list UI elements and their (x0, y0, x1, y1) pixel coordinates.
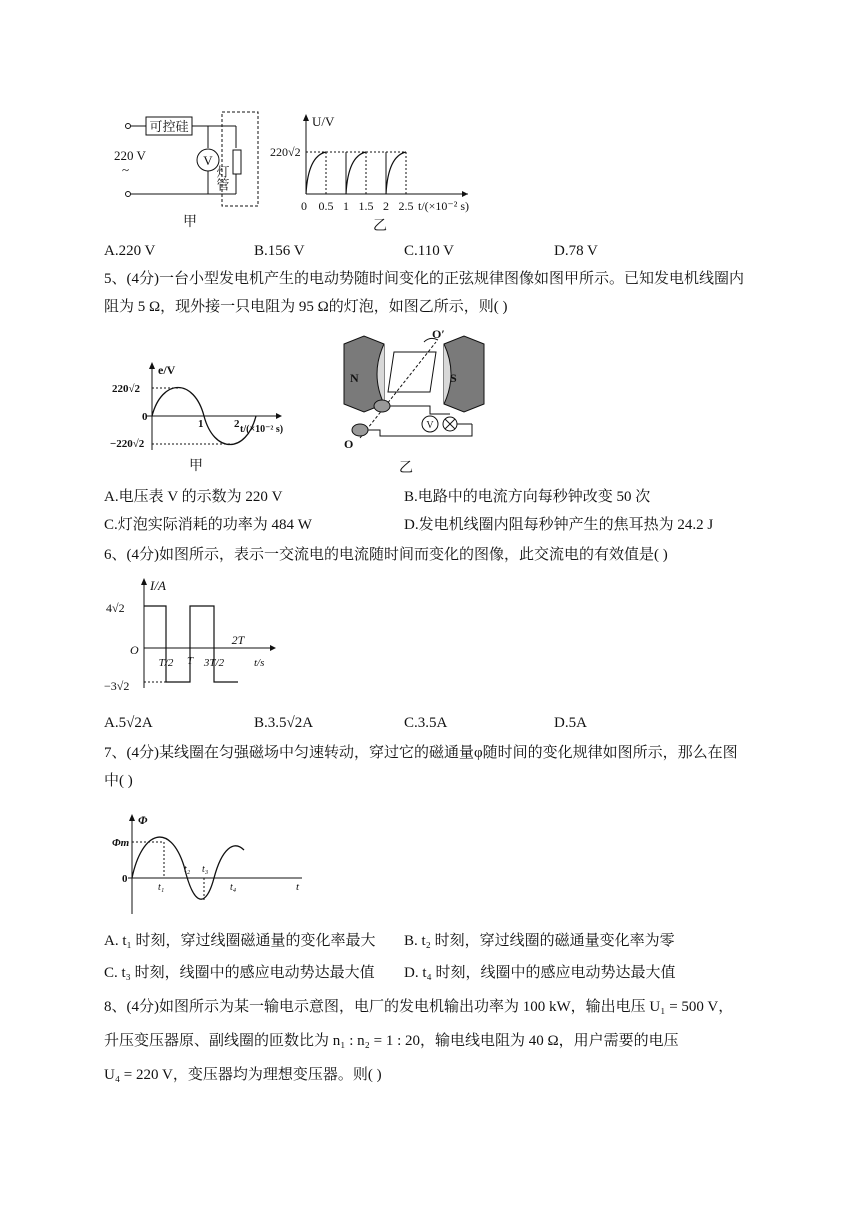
q7-peak-label: Φm (112, 837, 130, 849)
q5-stem-line1: 5、(4分)一台小型发电机产生的电动势随时间变化的正弦规律图像如图甲所示。已知发电机线圈内 (104, 271, 744, 287)
q7-stem-line2: 中( ) (104, 773, 133, 789)
q6-y-axis-label: I/A (150, 578, 166, 593)
source-voltage-label: 220 V (114, 148, 146, 163)
q7-option-c[interactable]: C. t₃ 时刻，线圈中的感应电动势达最大值 (104, 965, 375, 981)
q5-emf-graph (110, 360, 310, 476)
label-o-bottom: O (344, 437, 354, 451)
q4-tick-4: 2 (383, 199, 389, 213)
q5-tick1: 1 (198, 418, 204, 430)
q5-origin: 0 (142, 411, 148, 423)
q6-origin: O (130, 643, 139, 657)
q6-option-d[interactable]: D.5A (554, 715, 587, 731)
q7-x-axis-label: t (296, 881, 300, 893)
q4-option-b[interactable]: B.156 V (254, 243, 305, 259)
q4-x-axis-label: t/(×10⁻² s) (418, 199, 470, 213)
q5-peak-neg: −220√2 (110, 438, 145, 450)
q6-neg-label: −3√2 (104, 679, 130, 693)
q4-tick-0: 0 (301, 199, 307, 213)
q4-caption-jia: 甲 (183, 215, 197, 230)
q4-circuit-figure (110, 108, 280, 230)
q5-stem-line2: 阻为 5 Ω，现外接一只电阻为 95 Ω的灯泡，如图乙所示，则( ) (104, 299, 508, 315)
q5-caption-yi: 乙 (399, 461, 413, 476)
q8-stem-line2: 升压变压器原、副线圈的匝数比为 n₁ : n₂ = 1 : 20，输电线电阻为 40 Ω，用户需要的电压 (104, 1033, 679, 1049)
q4-meter-label: V (203, 153, 213, 168)
q6-t-full: T (186, 655, 194, 667)
q5-generator-figure (340, 322, 490, 478)
q6-x-axis-label: t/s (254, 657, 265, 669)
q5-caption-jia: 甲 (189, 459, 203, 474)
q4-tick-1: 0.5 (318, 199, 334, 213)
label-o-top: O′ (432, 327, 445, 341)
q6-current-graph (104, 576, 284, 694)
q4-option-a[interactable]: A.220 V (104, 243, 156, 259)
q5-option-d[interactable]: D.发电机线圈内阻每秒钟产生的焦耳热为 24.2 J (404, 517, 714, 533)
pole-s-label: S (450, 371, 457, 385)
q4-option-d[interactable]: D.78 V (554, 243, 598, 259)
q4-tick-3: 1.5 (358, 199, 374, 213)
q5-option-a[interactable]: A.电压表 V 的示数为 220 V (104, 489, 283, 505)
q5-meter-label: V (426, 420, 434, 431)
q6-option-b[interactable]: B.3.5√2A (254, 715, 314, 731)
q8-stem-line3: U₄ = 220 V，变压器均为理想变压器。则( ) (104, 1067, 382, 1083)
q5-tick2: 2 (234, 418, 240, 430)
q7-t2: t₂ (184, 864, 191, 875)
scr-label: 可控硅 (149, 119, 189, 134)
q8-stem-line1: 8、(4分)如图所示为某一输电示意图，电厂的发电机输出功率为 100 kW，输出电压 U₁ = 500 V， (104, 999, 734, 1015)
q7-origin: 0 (122, 873, 128, 885)
lamp-label: 灯管 (214, 165, 230, 191)
q7-t4: t₄ (230, 882, 237, 893)
q4-caption-yi: 乙 (373, 219, 387, 234)
q6-pos-label: 4√2 (106, 601, 125, 615)
q6-option-c[interactable]: C.3.5A (404, 715, 448, 731)
pole-n-label: N (350, 371, 359, 385)
q7-option-b[interactable]: B. t₂ 时刻，穿过线圈的磁通量变化率为零 (404, 933, 675, 949)
q4-voltage-graph (268, 110, 478, 234)
q6-t-half: T/2 (158, 657, 174, 669)
q5-peak-pos: 220√2 (112, 383, 141, 395)
q4-tick-2: 1 (343, 199, 349, 213)
ac-symbol: ~ (122, 162, 130, 177)
q5-y-axis-label: e/V (158, 363, 176, 377)
q4-y-axis-label: U/V (312, 114, 335, 129)
q4-option-c[interactable]: C.110 V (404, 243, 455, 259)
q6-option-a[interactable]: A.5√2A (104, 715, 153, 731)
q7-t1: t₁ (158, 882, 165, 893)
q7-t3: t₃ (202, 864, 209, 875)
q7-y-axis-label: Φ (138, 813, 148, 827)
q5-option-c[interactable]: C.灯泡实际消耗的功率为 484 W (104, 517, 312, 533)
q4-peak-label: 220√2 (270, 145, 301, 159)
q6-stem: 6、(4分)如图所示，表示一交流电的电流随时间而变化的图像，此交流电的有效值是( ) (104, 547, 668, 563)
q5-option-b[interactable]: B.电路中的电流方向每秒钟改变 50 次 (404, 489, 651, 505)
q6-t-3half: 3T/2 (203, 657, 225, 669)
q4-tick-5: 2.5 (398, 199, 414, 213)
q7-flux-graph (108, 810, 308, 920)
q7-option-a[interactable]: A. t₁ 时刻，穿过线圈磁通量的变化率最大 (104, 933, 376, 949)
q7-option-d[interactable]: D. t₄ 时刻，线圈中的感应电动势达最大值 (404, 965, 676, 981)
q6-t-2: 2T (231, 633, 245, 647)
q5-x-axis-label: t/(×10⁻² s) (240, 424, 284, 435)
q7-stem-line1: 7、(4分)某线圈在匀强磁场中匀速转动，穿过它的磁通量φ随时间的变化规律如图所示，那么在图 (104, 745, 738, 761)
